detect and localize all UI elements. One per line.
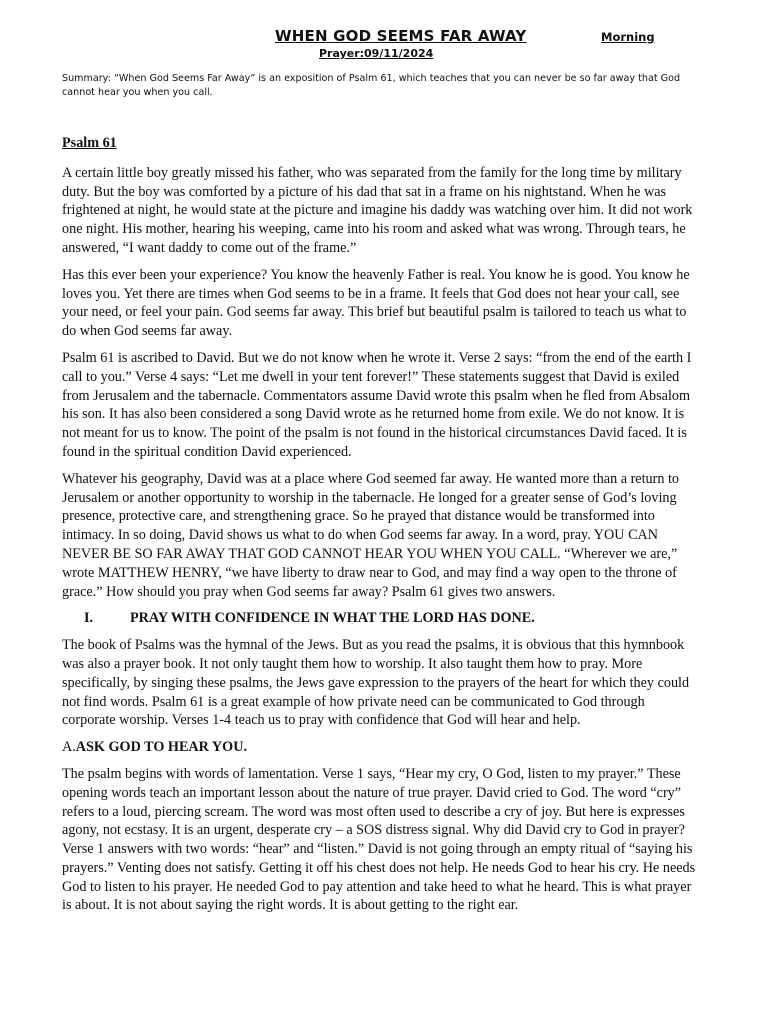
session-label: Morning (601, 30, 655, 44)
psalm-heading: Psalm 61 (62, 135, 117, 151)
sermon-body (62, 134, 696, 923)
paragraph: The book of Psalms was the hymnal of the Jews. But as you read the psalms, it is obvious that this hymnbook was also a prayer book. It not only taught them how to worship. It also taught them how to pray. More specifically, by singing these psalms, the Jews gave expression to the prayers of the heart for which they could not find words. Psalm 61 is a great example of how private need can be communicated to God through corporate worship. Verses 1-4 teach us to pray with confidence that God will hear and help. (62, 637, 690, 729)
subsection-letter: A. (62, 739, 76, 756)
subsection-title: ASK GOD TO HEAR YOU. (75, 739, 247, 756)
summary-text: Summary: “When God Seems Far Away” is an exposition of Psalm 61, which teaches that you can never be so far away that God cannot hear you when you call. (62, 73, 681, 98)
section-heading (62, 609, 696, 628)
paragraph: Has this ever been your experience? You know the heavenly Father is real. You know he is good. You know he loves you. Yet there are times when God seems to be in a frame. It feels that God does not hear your call, see your need, or feel your pain. God seems far away. This brief but beautiful psalm is tailored to teach us what to do when God seems far away. (62, 266, 690, 340)
page-title: WHEN GOD SEEMS FAR AWAY (275, 27, 527, 45)
prayer-date: Prayer:09/11/2024 (319, 47, 434, 60)
paragraph: Whatever his geography, David was at a place where God seemed far away. He wanted more than a return to Jerusalem or another opportunity to worship in the tabernacle. He longed for a greater sense of God’s loving presence, protective care, and strengthening grace. So he prayed that distance would be transformed into intimacy. In so doing, David shows us what to do when God seems far away. In a word, pray. YOU CAN NEVER BE SO FAR AWAY THAT GOD CANNOT HEAR YOU WHEN YOU CALL. “Wherever we are,” wrote MATTHEW HENRY, “we have liberty to draw near to God, and may find a way open to the throne of grace.” How should you pray when God seems far away? Psalm 61 gives two answers. (62, 470, 680, 600)
paragraph: The psalm begins with words of lamentation. Verse 1 says, “Hear my cry, O God, listen to my prayer.” These opening words teach an important lesson about the nature of true prayer. David cried to God. The word “cry” refers to a loud, piercing scream. The word was most often used to describe a cry of joy. But here is expresses agony, not ecstasy. It is an urgent, desperate cry – a SOS distress signal. Why did David cry to God in prayer? Verse 1 answers with two words: “hear” and “listen.” David is not going through an empty ritual of “saying his prayers.” Venting does not satisfy. Getting it off his chest does not help. He needs God to hear his cry. He needs God to listen to his prayer. He needed God to pay attention and take heed to what he heard. This is what prayer is about. It is not about saying the right words. It is about getting to the right ear. (62, 765, 696, 914)
section-number: I. (84, 610, 94, 627)
paragraph: Psalm 61 is ascribed to David. But we do not know when he wrote it. Verse 2 says: “from the end of the earth I call to you.” Verse 4 says: “Let me dwell in your tent forever!” These statements suggest that David is exiled from Jerusalem and the tabernacle. Commentators assume David wrote this psalm when he fled from Absalom his son. It has also been considered a song David wrote as he returned home from exile. We do not know. It is not meant for us to know. The point of the psalm is not found in the historical circumstances David faced. It is found in the spiritual condition David experienced. (62, 349, 692, 460)
paragraph: A certain little boy greatly missed his father, who was separated from the family for the long time by military duty. But the boy was comforted by a picture of his dad that sat in a frame on his nightstand. When he was frightened at night, he would state at the picture and imagine his daddy was watching over him. It did not work one night. His mother, hearing his weeping, came into his room and asked what was wrong. Through tears, he answered, “I want daddy to come out of the frame.” (62, 164, 693, 256)
section-title: PRAY WITH CONFIDENCE IN WHAT THE LORD HAS DONE. (130, 610, 535, 627)
subsection-heading (62, 738, 696, 757)
